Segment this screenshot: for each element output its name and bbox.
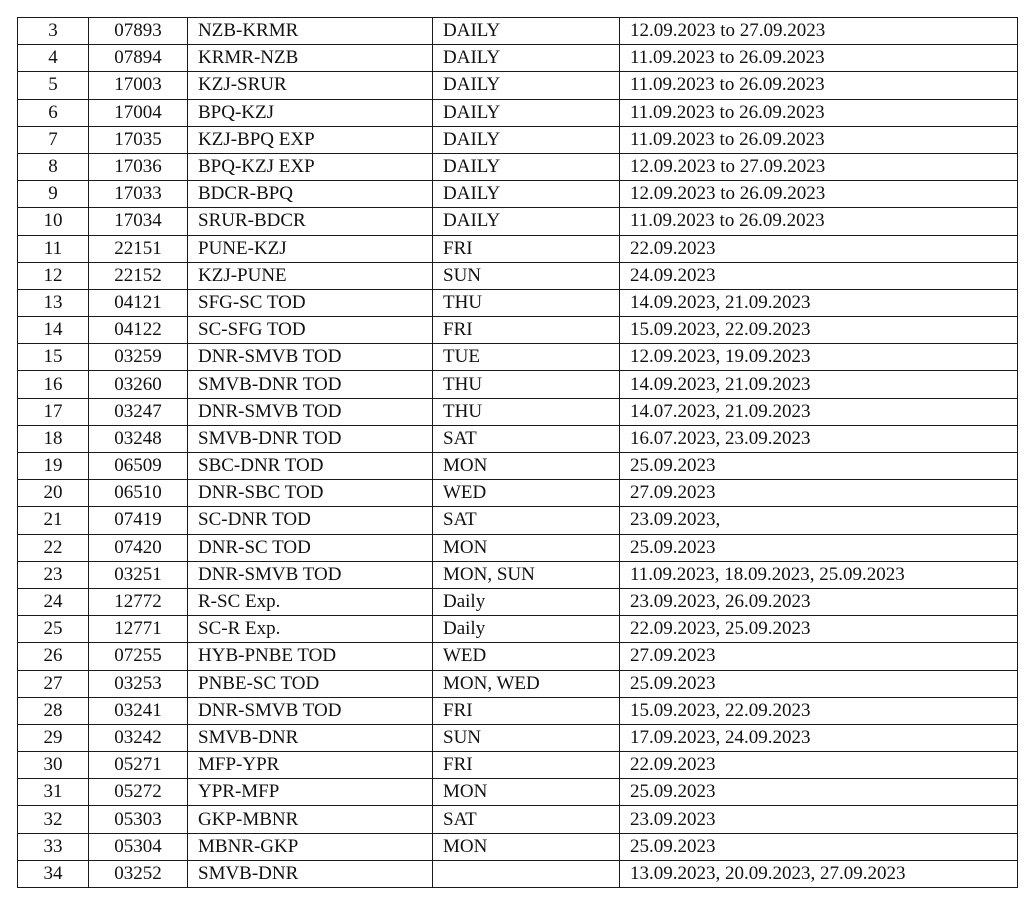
cell-frequency: DAILY <box>433 181 620 208</box>
cell-train-number: 17004 <box>89 99 188 126</box>
cell-dates: 25.09.2023 <box>620 779 1018 806</box>
cell-serial-number: 4 <box>18 45 89 72</box>
cell-serial-number: 25 <box>18 616 89 643</box>
cell-serial-number: 27 <box>18 670 89 697</box>
cell-serial-number: 18 <box>18 425 89 452</box>
cell-route: KZJ-BPQ EXP <box>188 126 433 153</box>
cell-dates: 12.09.2023, 19.09.2023 <box>620 344 1018 371</box>
cell-train-number: 03251 <box>89 561 188 588</box>
cell-serial-number: 10 <box>18 208 89 235</box>
cell-frequency: MON <box>433 534 620 561</box>
cell-route: MBNR-GKP <box>188 833 433 860</box>
cell-dates: 13.09.2023, 20.09.2023, 27.09.2023 <box>620 860 1018 887</box>
cell-frequency: SAT <box>433 806 620 833</box>
table-row <box>18 126 1018 153</box>
cell-frequency: MON <box>433 833 620 860</box>
cell-dates: 11.09.2023 to 26.09.2023 <box>620 45 1018 72</box>
cell-serial-number: 19 <box>18 453 89 480</box>
cell-frequency: FRI <box>433 752 620 779</box>
train-schedule-table <box>17 17 1018 888</box>
cell-train-number: 22151 <box>89 235 188 262</box>
cell-serial-number: 21 <box>18 507 89 534</box>
cell-route: KZJ-SRUR <box>188 72 433 99</box>
cell-serial-number: 3 <box>18 18 89 45</box>
cell-frequency: MON, SUN <box>433 561 620 588</box>
cell-frequency: DAILY <box>433 72 620 99</box>
cell-route: SMVB-DNR <box>188 860 433 887</box>
cell-frequency: THU <box>433 398 620 425</box>
cell-train-number: 04121 <box>89 289 188 316</box>
cell-serial-number: 29 <box>18 724 89 751</box>
cell-route: SMVB-DNR TOD <box>188 371 433 398</box>
table-row <box>18 534 1018 561</box>
cell-serial-number: 13 <box>18 289 89 316</box>
cell-frequency: WED <box>433 643 620 670</box>
table-row <box>18 779 1018 806</box>
cell-train-number: 05271 <box>89 752 188 779</box>
cell-frequency: DAILY <box>433 18 620 45</box>
cell-dates: 14.09.2023, 21.09.2023 <box>620 371 1018 398</box>
cell-dates: 16.07.2023, 23.09.2023 <box>620 425 1018 452</box>
cell-dates: 11.09.2023, 18.09.2023, 25.09.2023 <box>620 561 1018 588</box>
cell-dates: 15.09.2023, 22.09.2023 <box>620 697 1018 724</box>
cell-dates: 12.09.2023 to 27.09.2023 <box>620 153 1018 180</box>
table-row <box>18 806 1018 833</box>
cell-route: HYB-PNBE TOD <box>188 643 433 670</box>
table-row <box>18 153 1018 180</box>
cell-serial-number: 20 <box>18 480 89 507</box>
cell-frequency: SUN <box>433 262 620 289</box>
cell-frequency: SAT <box>433 425 620 452</box>
cell-train-number: 07893 <box>89 18 188 45</box>
cell-train-number: 17036 <box>89 153 188 180</box>
cell-route: YPR-MFP <box>188 779 433 806</box>
cell-route: DNR-SC TOD <box>188 534 433 561</box>
cell-serial-number: 12 <box>18 262 89 289</box>
cell-dates: 25.09.2023 <box>620 670 1018 697</box>
table-row <box>18 643 1018 670</box>
cell-serial-number: 16 <box>18 371 89 398</box>
table-row <box>18 507 1018 534</box>
cell-route: BPQ-KZJ <box>188 99 433 126</box>
cell-route: SC-DNR TOD <box>188 507 433 534</box>
cell-frequency: MON <box>433 453 620 480</box>
cell-route: SC-SFG TOD <box>188 317 433 344</box>
cell-dates: 23.09.2023 <box>620 806 1018 833</box>
cell-dates: 12.09.2023 to 26.09.2023 <box>620 181 1018 208</box>
cell-route: BDCR-BPQ <box>188 181 433 208</box>
cell-dates: 23.09.2023, 26.09.2023 <box>620 588 1018 615</box>
cell-frequency: DAILY <box>433 126 620 153</box>
cell-dates: 11.09.2023 to 26.09.2023 <box>620 126 1018 153</box>
cell-dates: 11.09.2023 to 26.09.2023 <box>620 72 1018 99</box>
cell-dates: 12.09.2023 to 27.09.2023 <box>620 18 1018 45</box>
cell-frequency: DAILY <box>433 208 620 235</box>
cell-serial-number: 5 <box>18 72 89 99</box>
cell-train-number: 07419 <box>89 507 188 534</box>
cell-route: SRUR-BDCR <box>188 208 433 235</box>
cell-serial-number: 24 <box>18 588 89 615</box>
cell-train-number: 06510 <box>89 480 188 507</box>
table-row <box>18 561 1018 588</box>
cell-dates: 27.09.2023 <box>620 643 1018 670</box>
cell-frequency: Daily <box>433 588 620 615</box>
table-row <box>18 616 1018 643</box>
cell-route: R-SC Exp. <box>188 588 433 615</box>
cell-train-number: 12771 <box>89 616 188 643</box>
table-row <box>18 45 1018 72</box>
cell-train-number: 05304 <box>89 833 188 860</box>
cell-route: NZB-KRMR <box>188 18 433 45</box>
table-row <box>18 398 1018 425</box>
cell-train-number: 06509 <box>89 453 188 480</box>
table-row <box>18 860 1018 887</box>
table-row <box>18 99 1018 126</box>
cell-frequency: Daily <box>433 616 620 643</box>
cell-serial-number: 30 <box>18 752 89 779</box>
cell-dates: 22.09.2023 <box>620 235 1018 262</box>
cell-train-number: 03260 <box>89 371 188 398</box>
cell-train-number: 04122 <box>89 317 188 344</box>
cell-frequency: TUE <box>433 344 620 371</box>
cell-serial-number: 33 <box>18 833 89 860</box>
cell-frequency: FRI <box>433 235 620 262</box>
cell-frequency: DAILY <box>433 45 620 72</box>
table-row <box>18 289 1018 316</box>
cell-dates: 11.09.2023 to 26.09.2023 <box>620 99 1018 126</box>
table-row <box>18 235 1018 262</box>
table-row <box>18 344 1018 371</box>
cell-train-number: 03253 <box>89 670 188 697</box>
cell-serial-number: 11 <box>18 235 89 262</box>
cell-train-number: 22152 <box>89 262 188 289</box>
cell-frequency: MON, WED <box>433 670 620 697</box>
cell-train-number: 05272 <box>89 779 188 806</box>
table-row <box>18 18 1018 45</box>
table-row <box>18 752 1018 779</box>
table-row <box>18 371 1018 398</box>
table-row <box>18 588 1018 615</box>
table-row <box>18 425 1018 452</box>
cell-train-number: 17034 <box>89 208 188 235</box>
cell-serial-number: 26 <box>18 643 89 670</box>
cell-serial-number: 7 <box>18 126 89 153</box>
cell-train-number: 03248 <box>89 425 188 452</box>
cell-route: PUNE-KZJ <box>188 235 433 262</box>
table-row <box>18 453 1018 480</box>
table-row <box>18 724 1018 751</box>
cell-serial-number: 14 <box>18 317 89 344</box>
cell-serial-number: 15 <box>18 344 89 371</box>
cell-train-number: 05303 <box>89 806 188 833</box>
cell-serial-number: 31 <box>18 779 89 806</box>
cell-dates: 24.09.2023 <box>620 262 1018 289</box>
cell-route: DNR-SBC TOD <box>188 480 433 507</box>
cell-serial-number: 17 <box>18 398 89 425</box>
cell-route: SFG-SC TOD <box>188 289 433 316</box>
cell-train-number: 07255 <box>89 643 188 670</box>
table-row <box>18 697 1018 724</box>
cell-train-number: 03247 <box>89 398 188 425</box>
cell-route: BPQ-KZJ EXP <box>188 153 433 180</box>
cell-route: PNBE-SC TOD <box>188 670 433 697</box>
cell-serial-number: 9 <box>18 181 89 208</box>
cell-dates: 14.09.2023, 21.09.2023 <box>620 289 1018 316</box>
cell-frequency: WED <box>433 480 620 507</box>
table-row <box>18 208 1018 235</box>
table-row <box>18 262 1018 289</box>
cell-frequency <box>433 860 620 887</box>
cell-route: DNR-SMVB TOD <box>188 697 433 724</box>
table-row <box>18 72 1018 99</box>
cell-frequency: FRI <box>433 317 620 344</box>
cell-serial-number: 23 <box>18 561 89 588</box>
table-row <box>18 833 1018 860</box>
cell-route: KRMR-NZB <box>188 45 433 72</box>
cell-serial-number: 8 <box>18 153 89 180</box>
cell-frequency: FRI <box>433 697 620 724</box>
cell-train-number: 17035 <box>89 126 188 153</box>
cell-route: SMVB-DNR <box>188 724 433 751</box>
cell-route: DNR-SMVB TOD <box>188 561 433 588</box>
cell-serial-number: 6 <box>18 99 89 126</box>
cell-route: SBC-DNR TOD <box>188 453 433 480</box>
cell-train-number: 03242 <box>89 724 188 751</box>
cell-frequency: SUN <box>433 724 620 751</box>
cell-train-number: 03252 <box>89 860 188 887</box>
cell-frequency: THU <box>433 289 620 316</box>
cell-serial-number: 22 <box>18 534 89 561</box>
cell-train-number: 07420 <box>89 534 188 561</box>
cell-route: DNR-SMVB TOD <box>188 344 433 371</box>
cell-train-number: 07894 <box>89 45 188 72</box>
cell-route: KZJ-PUNE <box>188 262 433 289</box>
table-row <box>18 181 1018 208</box>
cell-route: SMVB-DNR TOD <box>188 425 433 452</box>
cell-frequency: MON <box>433 779 620 806</box>
cell-frequency: SAT <box>433 507 620 534</box>
table-body <box>18 18 1018 888</box>
cell-frequency: DAILY <box>433 153 620 180</box>
cell-dates: 22.09.2023, 25.09.2023 <box>620 616 1018 643</box>
cell-frequency: DAILY <box>433 99 620 126</box>
cell-route: MFP-YPR <box>188 752 433 779</box>
cell-dates: 17.09.2023, 24.09.2023 <box>620 724 1018 751</box>
cell-serial-number: 32 <box>18 806 89 833</box>
cell-dates: 23.09.2023, <box>620 507 1018 534</box>
cell-dates: 15.09.2023, 22.09.2023 <box>620 317 1018 344</box>
cell-train-number: 17033 <box>89 181 188 208</box>
table-row <box>18 317 1018 344</box>
cell-route: SC-R Exp. <box>188 616 433 643</box>
cell-serial-number: 28 <box>18 697 89 724</box>
cell-train-number: 03241 <box>89 697 188 724</box>
cell-dates: 27.09.2023 <box>620 480 1018 507</box>
cell-dates: 14.07.2023, 21.09.2023 <box>620 398 1018 425</box>
cell-train-number: 03259 <box>89 344 188 371</box>
cell-train-number: 12772 <box>89 588 188 615</box>
table-row <box>18 670 1018 697</box>
cell-serial-number: 34 <box>18 860 89 887</box>
cell-route: GKP-MBNR <box>188 806 433 833</box>
cell-route: DNR-SMVB TOD <box>188 398 433 425</box>
cell-dates: 22.09.2023 <box>620 752 1018 779</box>
cell-dates: 25.09.2023 <box>620 453 1018 480</box>
cell-dates: 11.09.2023 to 26.09.2023 <box>620 208 1018 235</box>
cell-train-number: 17003 <box>89 72 188 99</box>
cell-dates: 25.09.2023 <box>620 833 1018 860</box>
table-row <box>18 480 1018 507</box>
cell-frequency: THU <box>433 371 620 398</box>
cell-dates: 25.09.2023 <box>620 534 1018 561</box>
